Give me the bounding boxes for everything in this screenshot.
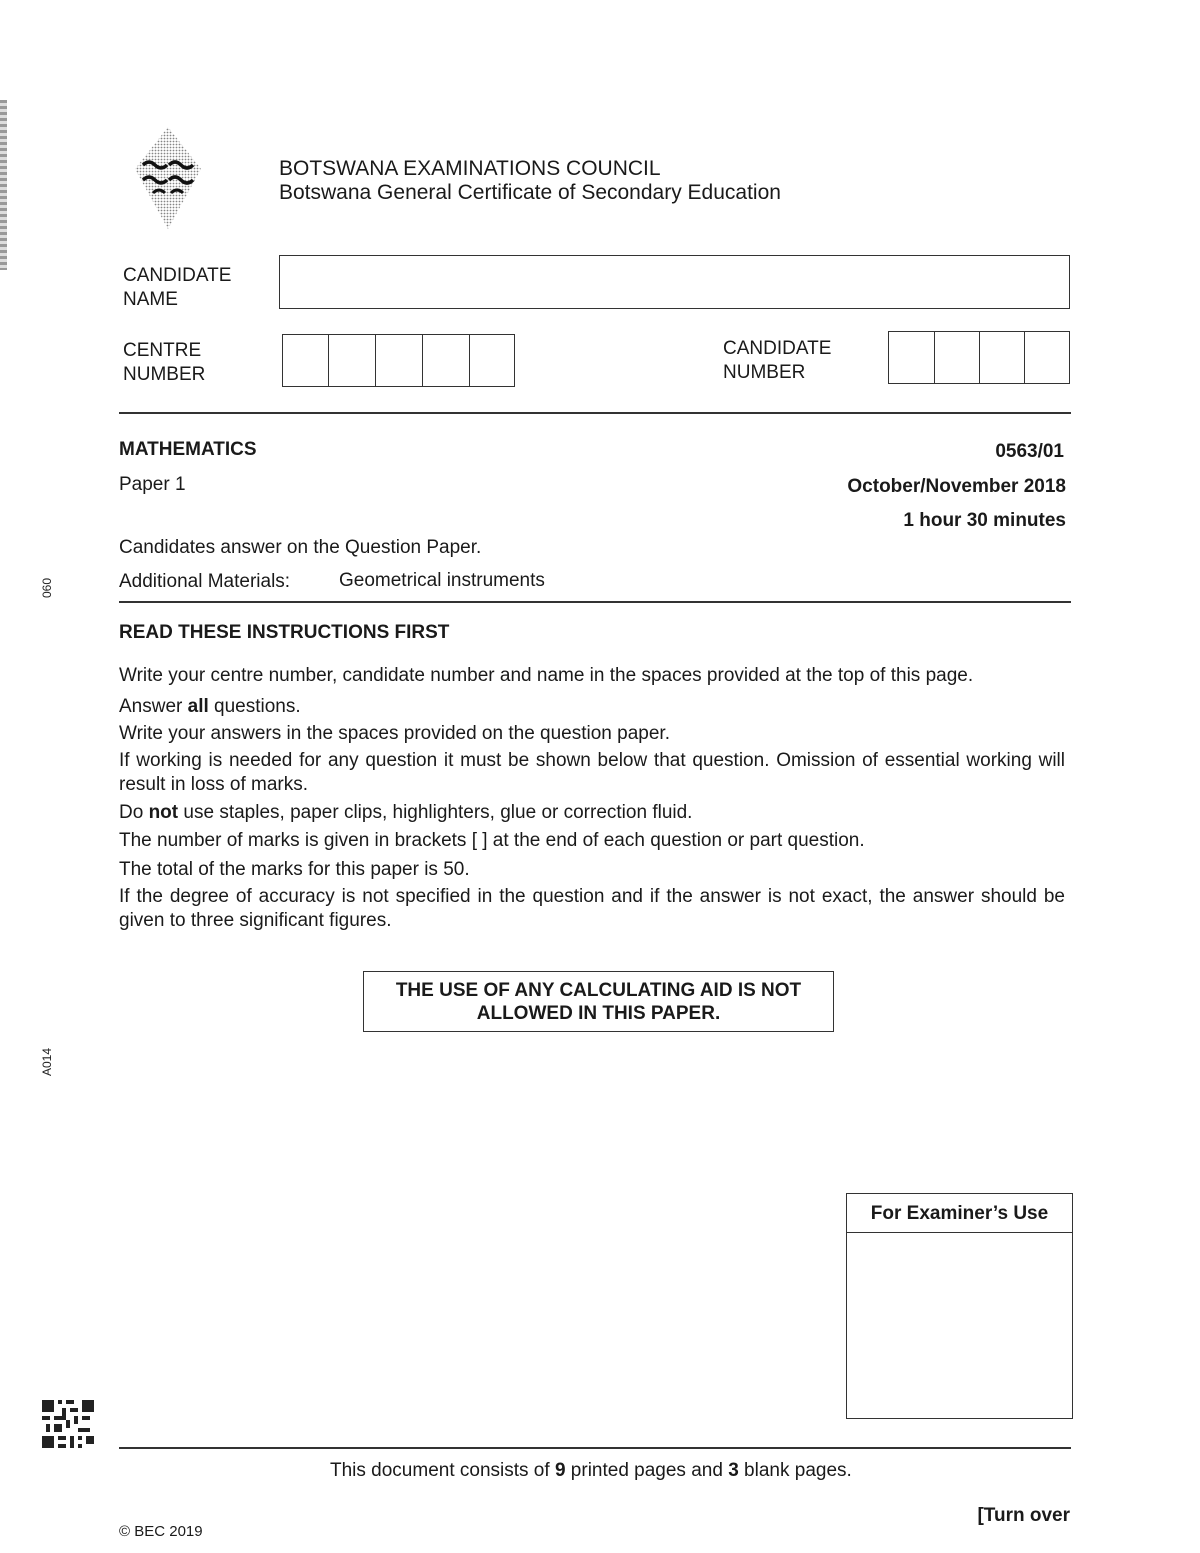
digit-box-divider xyxy=(422,335,423,386)
council-name: BOTSWANA EXAMINATIONS COUNCIL xyxy=(279,157,661,180)
turn-over: [Turn over xyxy=(977,1505,1070,1526)
answer-note: Candidates answer on the Question Paper. xyxy=(119,537,482,558)
candidate-number-label: CANDIDATE NUMBER xyxy=(723,338,832,383)
paper-code: 0563/01 xyxy=(995,441,1064,462)
exam-duration: 1 hour 30 minutes xyxy=(903,510,1066,531)
examiner-use-title: For Examiner’s Use xyxy=(847,1194,1072,1233)
instruction-line: Answer all questions. xyxy=(119,696,301,717)
side-code-top: 060 xyxy=(40,577,54,598)
calculator-notice: THE USE OF ANY CALCULATING AID IS NOT ALLOWED IN THIS PAPER. xyxy=(363,971,834,1032)
instruction-line: The total of the marks for this paper is 50. xyxy=(119,859,470,880)
divider-top xyxy=(119,412,1071,414)
divider-middle xyxy=(119,601,1071,603)
candidate-name-label: CANDIDATE NAME xyxy=(123,265,232,310)
centre-number-boxes[interactable] xyxy=(282,334,515,387)
digit-box-divider xyxy=(979,332,980,383)
candidate-number-boxes[interactable] xyxy=(888,331,1070,384)
materials-label: Additional Materials: xyxy=(119,571,291,592)
instruction-line: Write your answers in the spaces provided on the question paper. xyxy=(119,723,670,744)
page-count-note: This document consists of 9 printed pages and 3 blank pages. xyxy=(330,1460,852,1481)
bec-logo-icon xyxy=(133,125,203,233)
scan-edge-mark xyxy=(0,100,7,270)
digit-box-divider xyxy=(375,335,376,386)
examiner-use-box xyxy=(846,1193,1073,1419)
digit-box-divider xyxy=(1024,332,1025,383)
qr-code-icon xyxy=(42,1400,94,1448)
side-code-bottom: A014 xyxy=(40,1047,54,1076)
digit-box-divider xyxy=(328,335,329,386)
instruction-line: Do not use staples, paper clips, highlighters, glue or correction fluid. xyxy=(119,802,693,823)
digit-box-divider xyxy=(469,335,470,386)
digit-box-divider xyxy=(934,332,935,383)
exam-session: October/November 2018 xyxy=(847,476,1066,497)
divider-bottom xyxy=(119,1447,1071,1449)
candidate-name-field[interactable] xyxy=(279,255,1070,309)
paper-number: Paper 1 xyxy=(119,474,186,495)
centre-number-label: CENTRE NUMBER xyxy=(123,340,206,385)
instructions-heading: READ THESE INSTRUCTIONS FIRST xyxy=(119,622,450,643)
materials-value: Geometrical instruments xyxy=(339,570,545,591)
instruction-line: If the degree of accuracy is not specified in the question and if the answer is not exact, the answer should be given to three significant figures. xyxy=(119,886,1065,931)
instruction-line: Write your centre number, candidate number and name in the spaces provided at the top of this page. xyxy=(119,665,974,686)
instruction-line: If working is needed for any question it must be shown below that question. Omission of essential working will result in loss of marks. xyxy=(119,750,1065,795)
instruction-line: The number of marks is given in brackets [ ] at the end of each question or part question. xyxy=(119,830,865,851)
certificate-name: Botswana General Certificate of Secondary Education xyxy=(279,181,781,204)
copyright: © BEC 2019 xyxy=(119,1523,203,1540)
subject-title: MATHEMATICS xyxy=(119,439,257,460)
